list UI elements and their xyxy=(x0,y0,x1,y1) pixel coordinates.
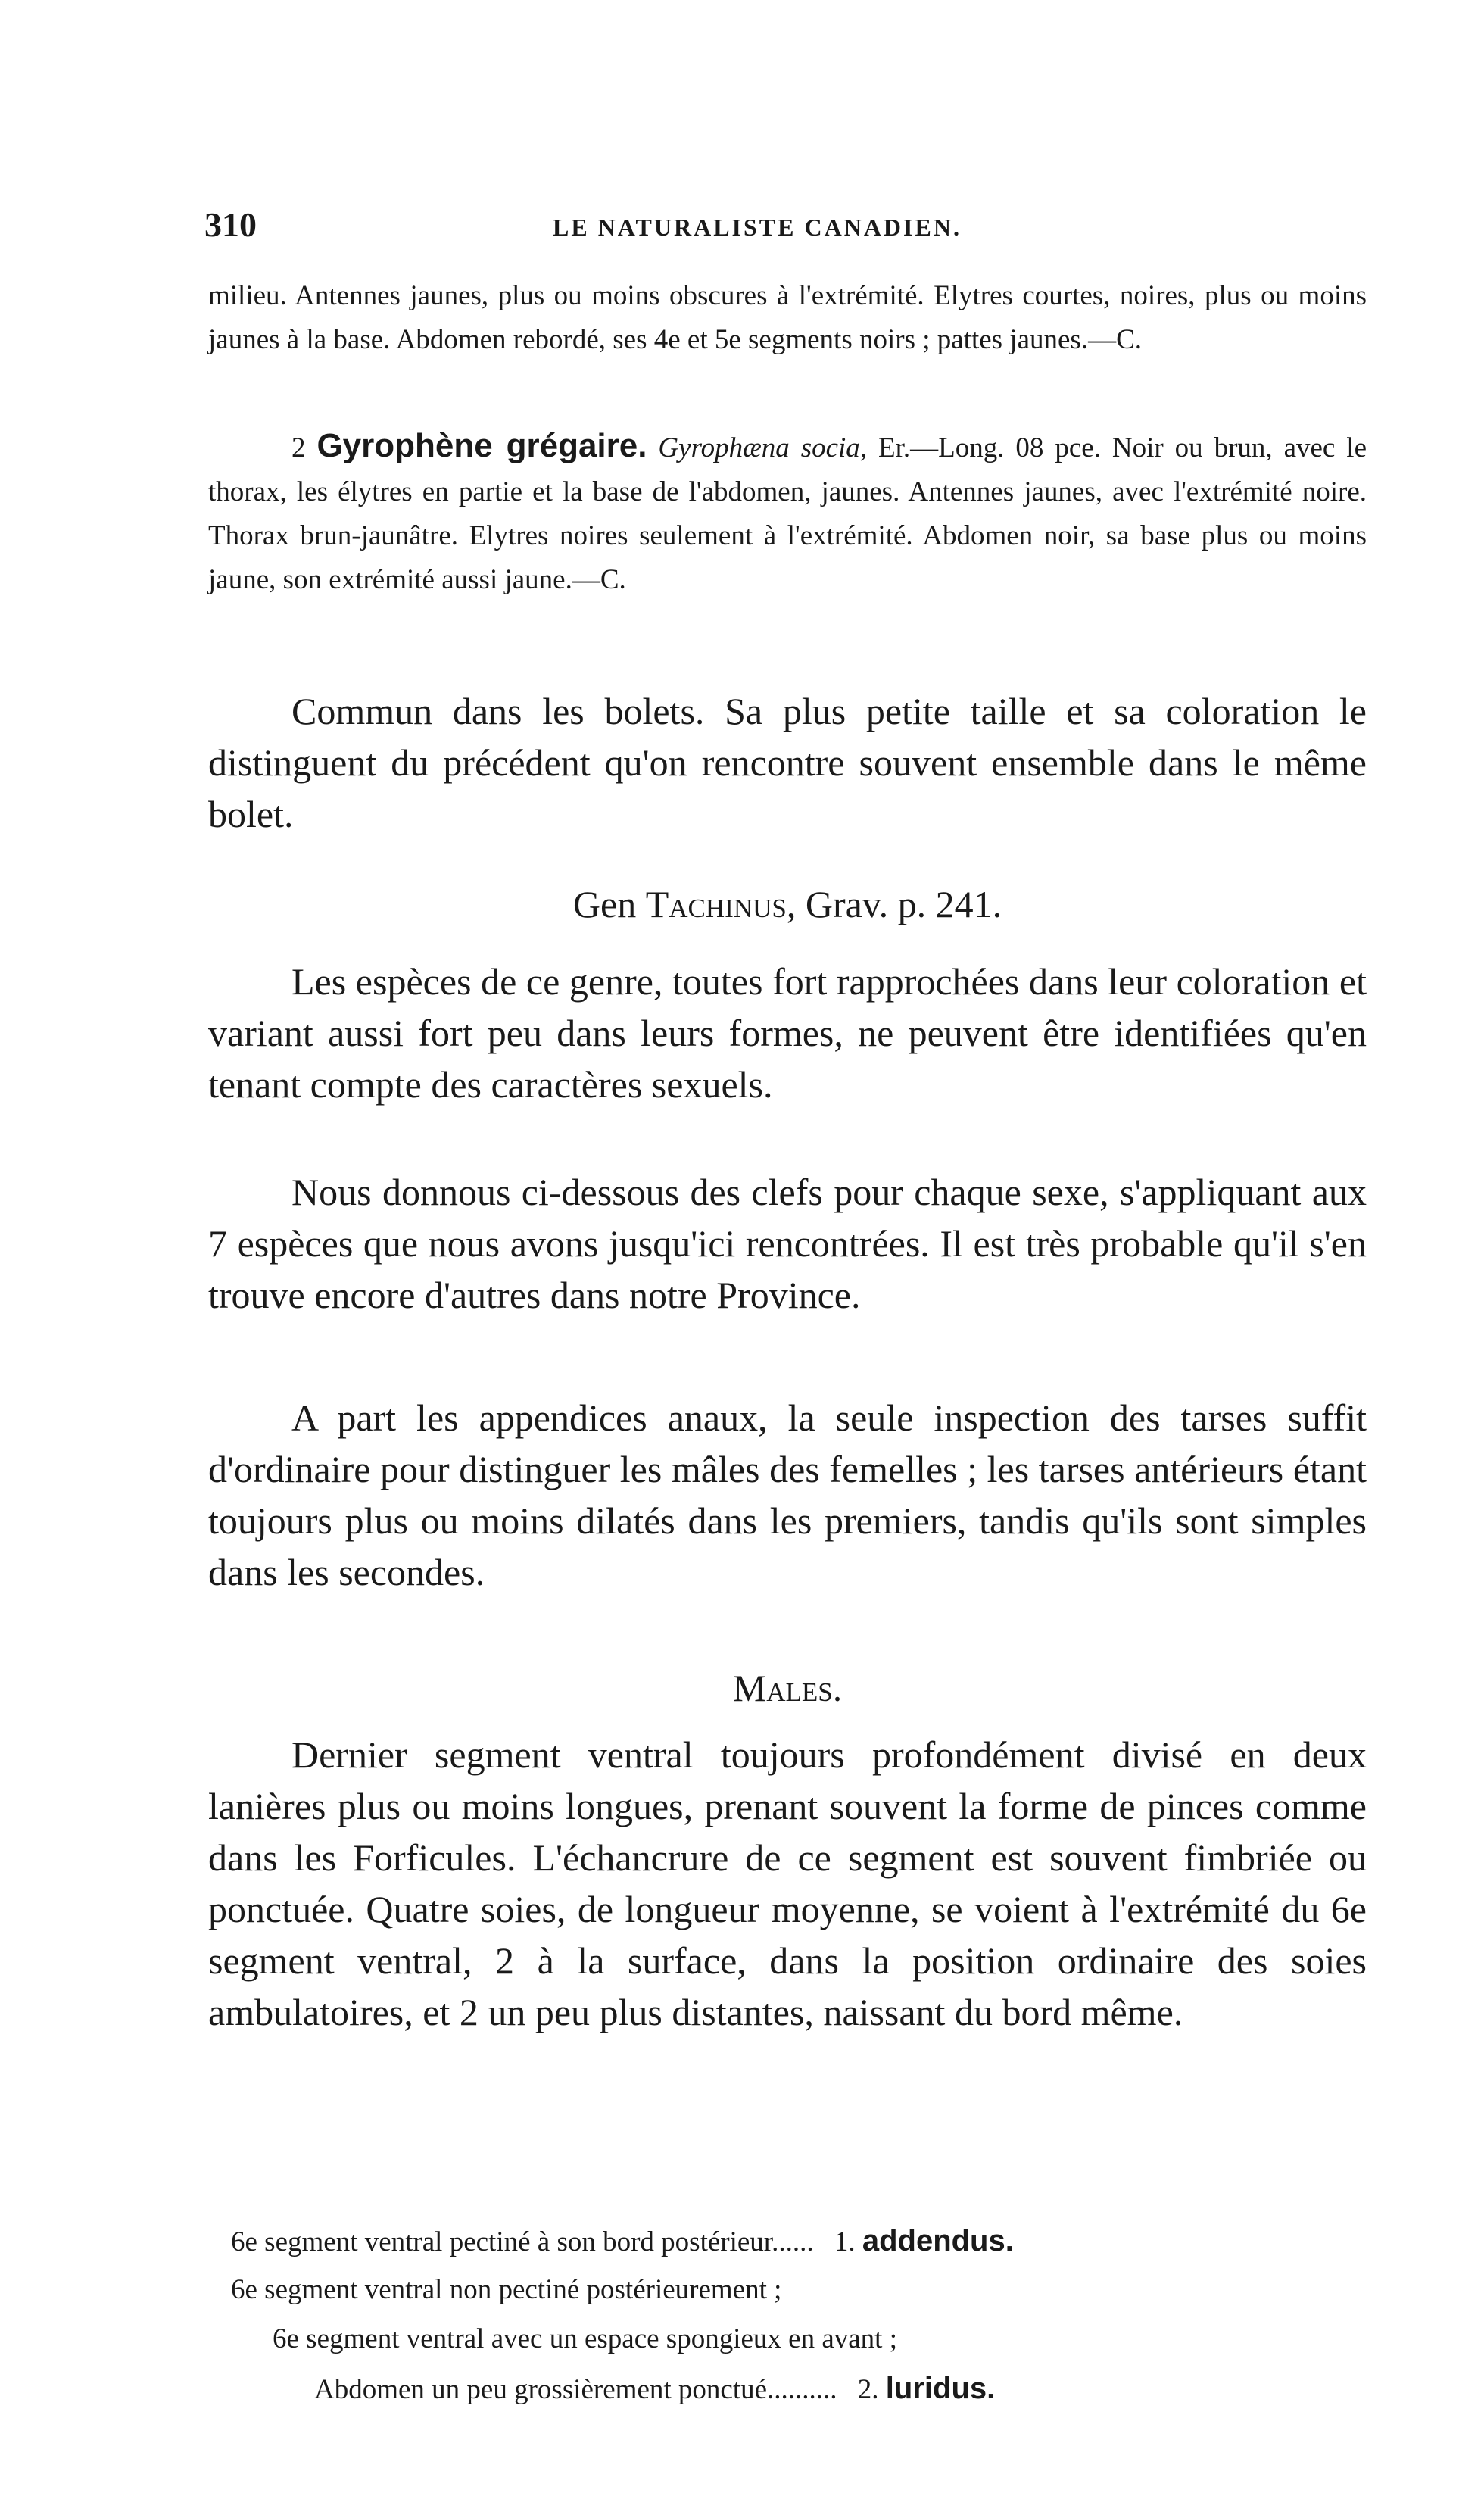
genus-heading xyxy=(208,878,1367,930)
paragraph-especes: Les espèces de ce genre, toutes fort rapprochées dans leur coloration et variant aussi fort peu dans leurs formes, ne peuvent être identifiées qu'en tenant compte des caractères sexuels. xyxy=(208,960,1367,1106)
species-description: Noir ou brun, avec le thorax, les élytres en partie et la base de l'abdomen, jaunes. Antennes jaunes, avec l'extrémité noire. Thorax brun-jaunâtre. Elytres noires seulement à l'extrémité. Abdomen noir, sa base plus ou moins jaune, son extrémité aussi jaune.—C. xyxy=(208,432,1367,595)
species-latin-name: Gyrophæna socia, xyxy=(658,432,868,463)
page-header xyxy=(204,204,1370,250)
species-entry-gyrophaena xyxy=(208,424,1367,602)
key-line: Abdomen un peu grossièrement ponctué.......... 2. luridus. xyxy=(314,2372,996,2405)
paragraph-continuation: milieu. Antennes jaunes, plus ou moins obscures à l'extrémité. Elytres courtes, noires, plus ou moins jaunes à la base. Abdomen rebordé, ses 4e et 5e segments noirs ; pattes jaunes.—C. xyxy=(208,280,1367,355)
genus-authority: Grav. p. 241. xyxy=(805,883,1002,925)
key-line: 6e segment ventral non pectiné postérieurement ; xyxy=(231,2274,782,2305)
key-species-name: luridus. xyxy=(885,2372,996,2405)
paragraph-commun: Commun dans les bolets. Sa plus petite taille et sa coloration le distinguent du précédent qu'on rencontre souvent ensemble dans le même bolet. xyxy=(208,690,1367,835)
key-species-name: addendus. xyxy=(862,2224,1014,2257)
paragraph-dernier: Dernier segment ventral toujours profondément divisé en deux lanières plus ou moins longues, prenant souvent la forme de pinces comme dans les Forficules. L'échancrure de ce segment est souvent fimbriée ou ponctuée. Quatre soies, de longueur moyenne, se voient à l'extrémité du 6e segment ventral, 2 à la surface, dans la position ordinaire des soies ambulatoires, et 2 un peu plus distantes, naissant du bord même. xyxy=(208,1733,1367,2033)
key-line: 6e segment ventral avec un espace spongieux en avant ; xyxy=(273,2323,897,2354)
key-line: 6e segment ventral pectiné à son bord postérieur...... 1. addendus. xyxy=(231,2224,1014,2257)
paragraph-nous: Nous donnous ci-dessous des clefs pour chaque sexe, s'appliquant aux 7 espèces que nous avons jusqu'ici rencontrées. Il est très probable qu'il s'en trouve encore d'autres dans notre Province. xyxy=(208,1171,1367,1316)
page-number: 310 xyxy=(204,205,257,244)
species-authority: Er.—Long. 08 pce. xyxy=(878,432,1101,463)
species-name: Gyrophène grégaire. xyxy=(316,427,647,464)
species-number: 2 xyxy=(292,432,306,463)
males-heading: Males. xyxy=(732,1667,843,1709)
paragraph-apart: A part les appendices anaux, la seule inspection des tarses suffit d'ordinaire pour distinguer les mâles des femelles ; les tarses antérieurs étant toujours plus ou moins dilatés dans les premiers, tandis qu'ils sont simples dans les secondes. xyxy=(208,1396,1367,1593)
genus-prefix: Gen xyxy=(572,883,637,925)
genus-name: Tachinus, xyxy=(645,883,797,925)
running-title: LE NATURALISTE CANADIEN. xyxy=(553,214,962,241)
